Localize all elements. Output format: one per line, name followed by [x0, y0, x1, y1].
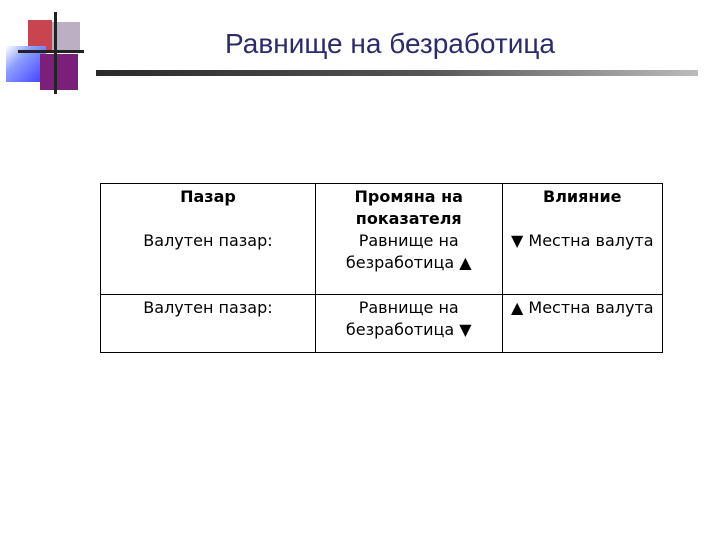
table-header-row: [101, 184, 663, 295]
title-underline: [96, 70, 698, 76]
header-impact: Влияние: [543, 187, 622, 206]
header-cell: [315, 184, 502, 295]
row2-change: Равнище на безработица ▼: [315, 294, 502, 352]
logo-purple-block: [40, 54, 78, 90]
header-market: Пазар: [180, 187, 236, 206]
row1-impact: ▼ Местна валута: [511, 231, 654, 250]
table-row: [101, 294, 663, 352]
page-title: Равнище на безработица: [225, 28, 555, 59]
logo-decoration: [0, 0, 100, 100]
row1-change: Равнище на безработица ▲: [345, 231, 472, 272]
header-cell: [101, 184, 316, 295]
data-table: [100, 183, 663, 353]
header-cell: [502, 184, 662, 295]
logo-horizontal-line: [18, 50, 84, 53]
logo-vertical-line: [54, 12, 57, 94]
row2-market: Валутен пазар:: [101, 294, 316, 352]
row2-impact: ▲ Местна валута: [502, 294, 662, 352]
row1-market: Валутен пазар:: [143, 231, 273, 250]
header-change: Промяна на показателя: [354, 187, 463, 228]
